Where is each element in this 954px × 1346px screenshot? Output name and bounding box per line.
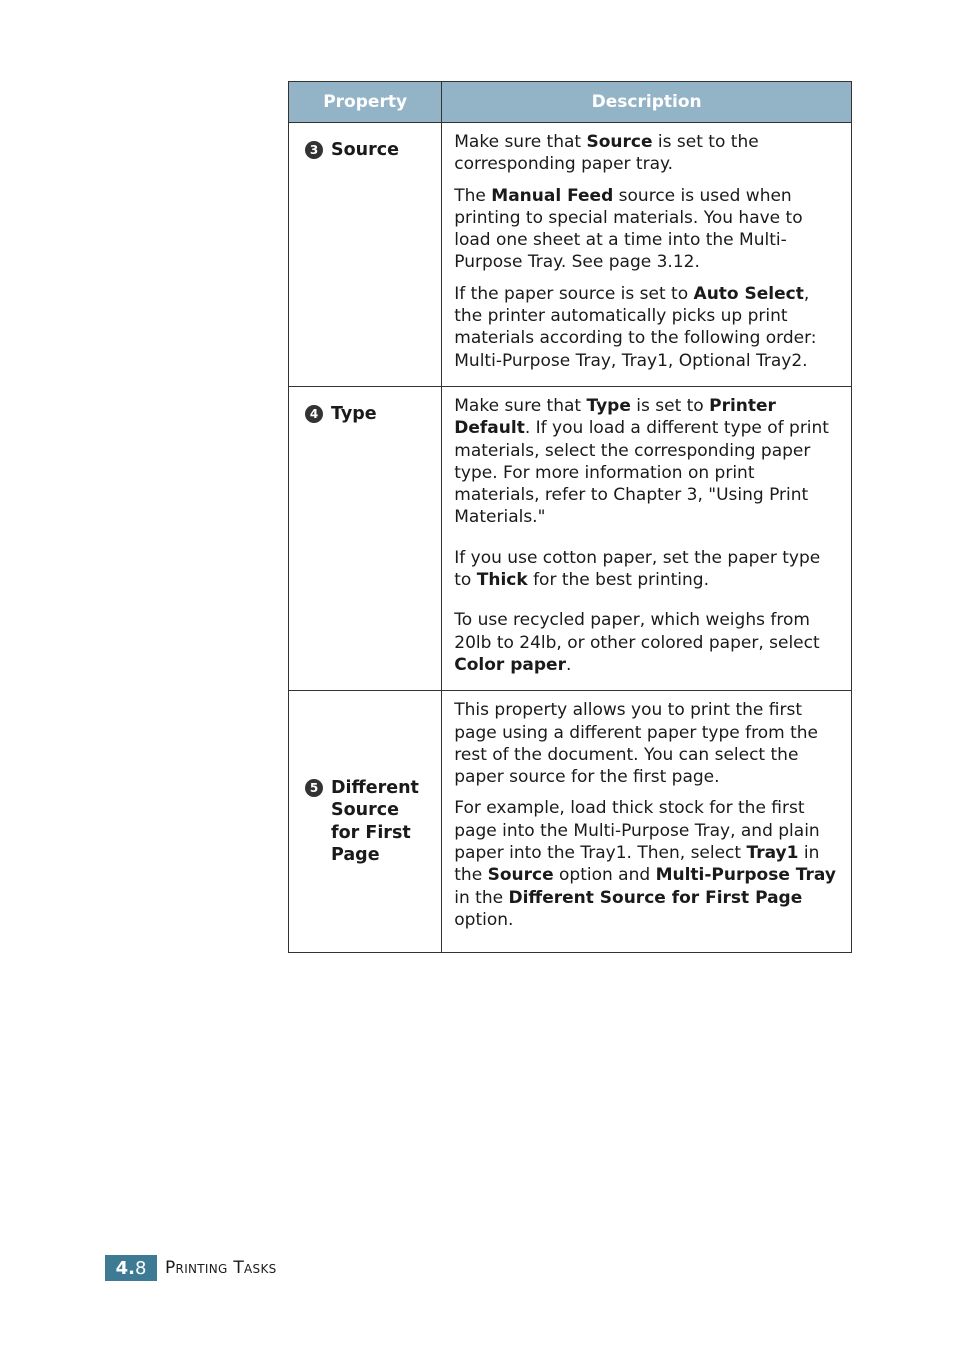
property-table	[288, 81, 852, 953]
chapter-number: 4.	[115, 1257, 135, 1279]
header-property: Property	[289, 82, 442, 123]
header-description: Description	[442, 82, 852, 123]
description-paragraph: Make sure that Source is set to the corresponding paper tray.	[454, 132, 759, 175]
property-name: Different Source for First Page	[331, 777, 419, 866]
step-number-icon: 4	[305, 405, 323, 423]
description-paragraph: If you use cotton paper, set the paper type to Thick for the best printing.	[454, 547, 821, 591]
property-cell	[289, 123, 442, 387]
description-paragraph: If the paper source is set to Auto Select, the printer automatically picks up print materials according to the following order: Multi-Purpose Tray, Tray1, Optional Tray2.	[454, 283, 817, 371]
description-paragraph: This property allows you to print the first page using a different paper type from the rest of the document. You can select the paper source for the first page.	[454, 700, 818, 788]
page-number: 8	[134, 1257, 147, 1279]
table-row-different-source	[289, 691, 852, 953]
step-number-icon: 5	[305, 779, 323, 797]
page-number-badge	[105, 1255, 157, 1281]
description-cell	[442, 386, 852, 690]
section-title: Printing Tasks	[165, 1258, 277, 1278]
step-number-icon: 3	[305, 141, 323, 159]
property-name: Type	[331, 403, 377, 424]
property-name: Source	[331, 140, 399, 160]
description-paragraph: To use recycled paper, which weighs from 20lb to 24lb, or other colored paper, select Color paper.	[454, 610, 820, 675]
page-footer	[105, 1255, 277, 1281]
property-cell	[289, 691, 442, 953]
property-cell	[289, 386, 442, 690]
table-header-row	[289, 82, 852, 123]
description-cell	[442, 691, 852, 953]
table-row-type	[289, 386, 852, 690]
description-cell	[442, 123, 852, 387]
description-paragraph: For example, load thick stock for the first page into the Multi-Purpose Tray, and plain paper into the Tray1. Then, select Tray1 in the Source option and Multi-Purpose Tray in the Different Source for First Page option.	[454, 798, 836, 930]
description-paragraph: The Manual Feed source is used when printing to special materials. You have to load one sheet at a time into the Multi-Purpose Tray. See page 3.12.	[454, 185, 803, 273]
description-paragraph: Make sure that Type is set to Printer Default. If you load a different type of print materials, select the corresponding paper type. For more information on print materials, refer to Chapter 3, "Using Print Materials."	[454, 395, 829, 528]
table-row-source	[289, 123, 852, 387]
